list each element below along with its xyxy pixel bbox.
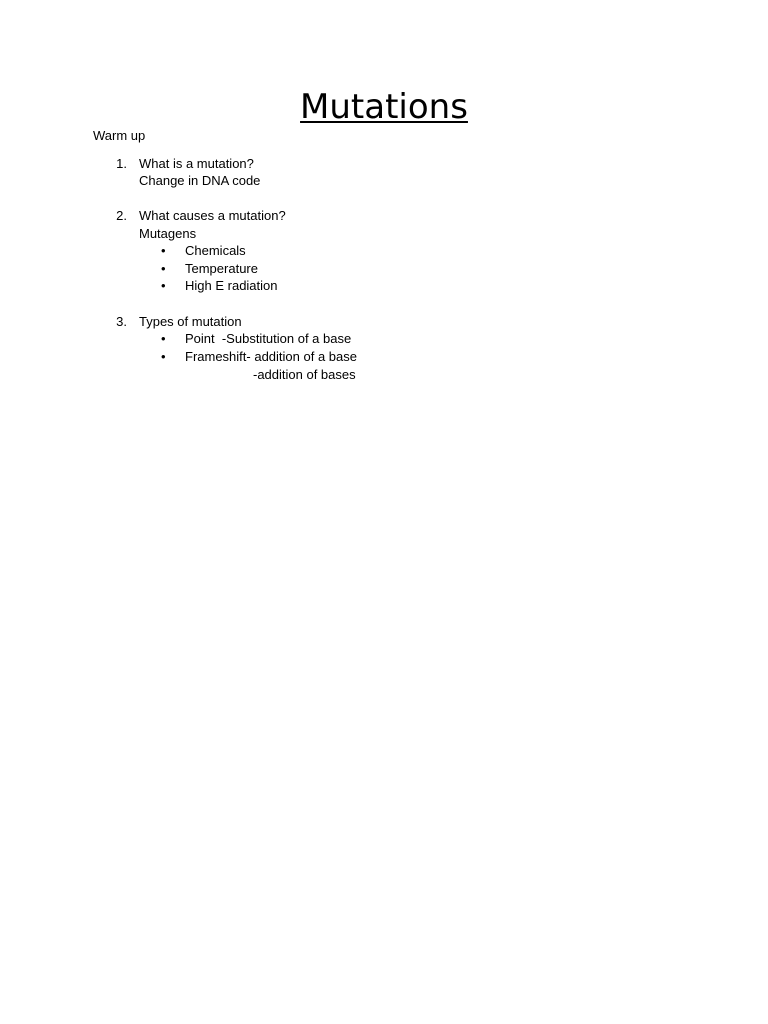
bullet-text: Chemicals	[185, 243, 246, 258]
bullet-text: Temperature	[185, 261, 258, 276]
item-number: 1.	[116, 156, 127, 171]
item-number: 2.	[116, 208, 127, 223]
item-number: 3.	[116, 314, 127, 329]
bullet-marker: •	[161, 278, 166, 293]
bullet-text: High E radiation	[185, 278, 278, 293]
item-answer: Mutagens	[139, 226, 197, 241]
bullet-marker: •	[161, 331, 166, 346]
item-answer: Change in DNA code	[139, 173, 261, 188]
item-question: Types of mutation	[139, 314, 242, 329]
document-title: Mutations	[300, 87, 468, 127]
item-question: What is a mutation?	[139, 156, 254, 171]
bullet-marker: •	[161, 349, 166, 364]
bullet-marker: •	[161, 261, 166, 276]
bullet-text: Point -Substitution of a base	[185, 331, 352, 346]
warm-up-heading: Warm up	[93, 128, 146, 143]
item-question: What causes a mutation?	[139, 208, 286, 223]
bullet-continuation: -addition of bases	[253, 367, 356, 382]
bullet-marker: •	[161, 243, 166, 258]
bullet-text: Frameshift- addition of a base	[185, 349, 357, 364]
